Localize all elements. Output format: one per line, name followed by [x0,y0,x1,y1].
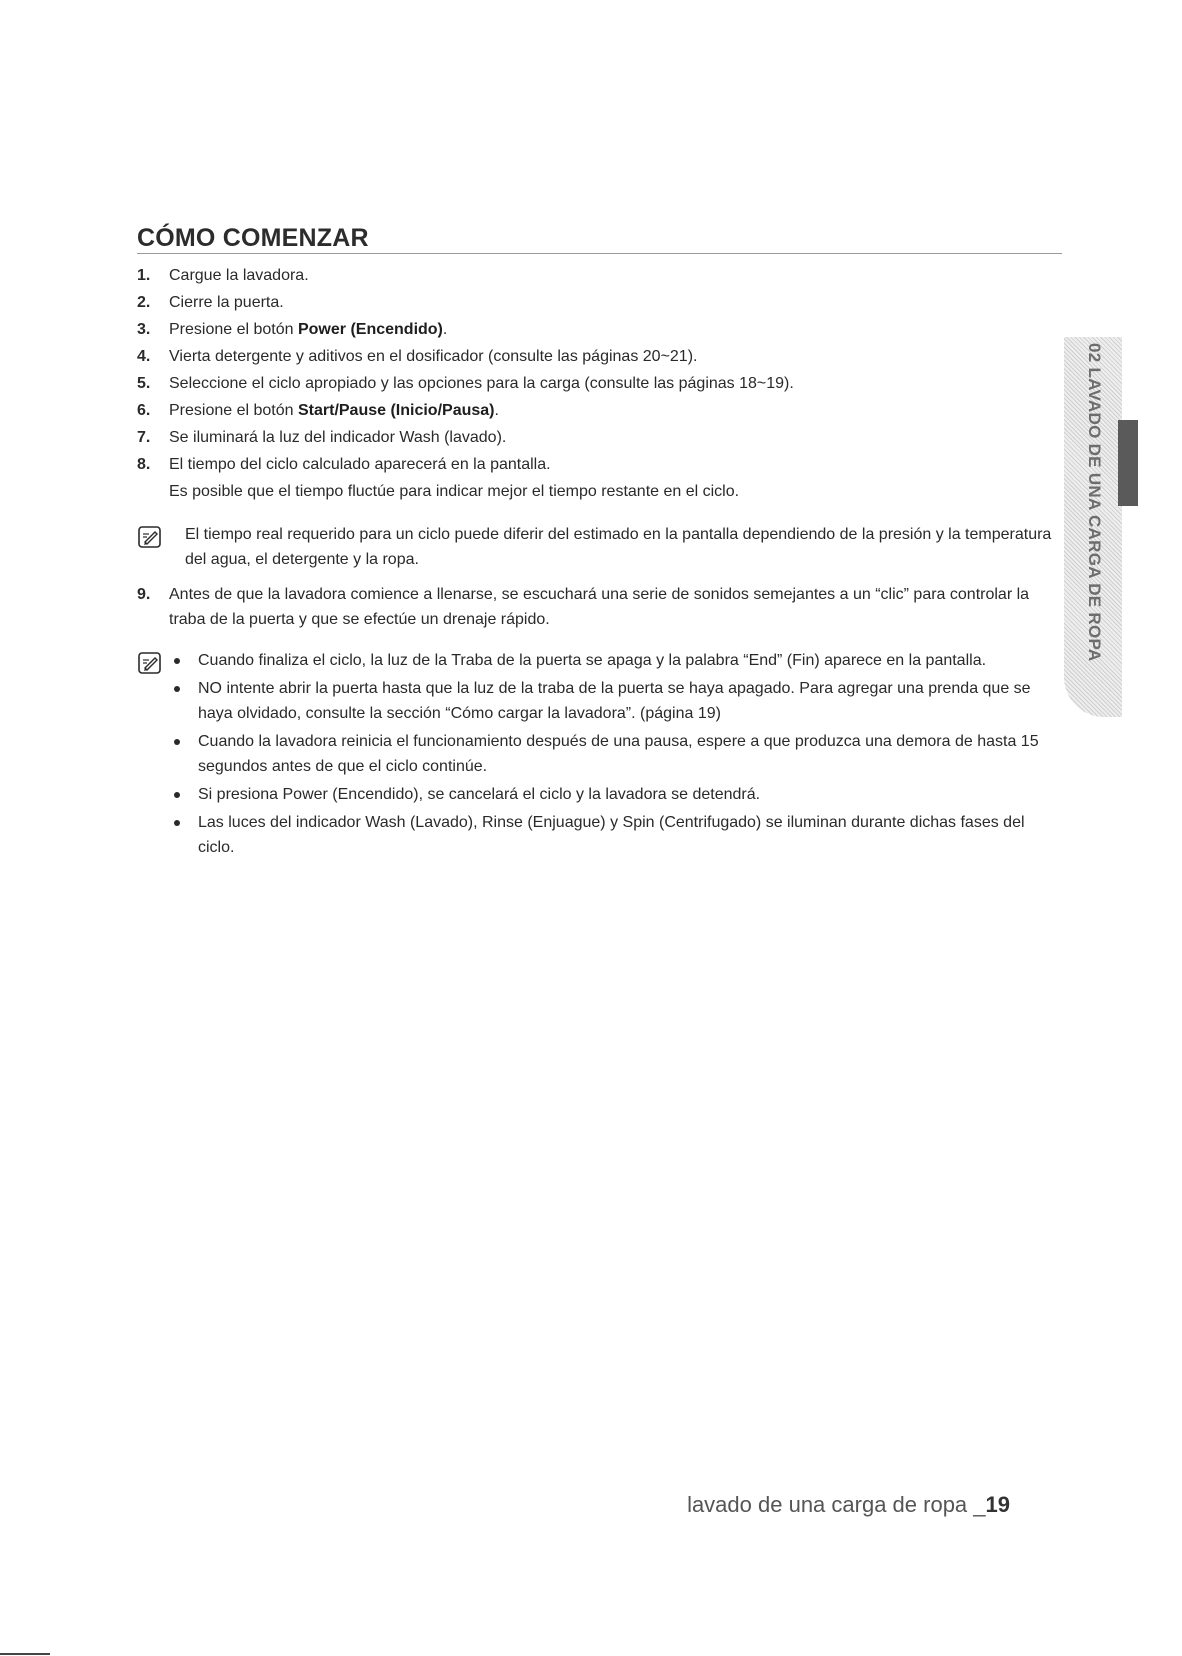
list-item [137,782,1062,807]
step-number: 5. [137,375,151,392]
title-divider [137,253,1062,254]
steps-list [137,262,1067,505]
list-item [137,810,1062,860]
step-text: Antes de que la lavadora comience a llenarse, se escuchará una serie de sonidos semejantes a un “clic” para controlar la traba de la puerta y que se efectúe un drenaje rápido. [169,586,1030,628]
step-9 [137,582,1067,632]
page-footer [687,1492,1010,1518]
step-text: Se iluminará la luz del indicador Wash (lavado). [169,429,507,446]
step-number: 7. [137,429,151,446]
step-7 [137,424,1067,451]
step-number: 8. [137,456,151,473]
step-number: 2. [137,294,151,311]
bullet-icon [174,739,180,745]
step-2 [137,289,1067,316]
list-item [137,729,1062,779]
start-pause-button-label: Start/Pause (Inicio/Pausa) [297,402,495,419]
step-text-end: . [494,402,499,419]
bullet-text: Las luces del indicador Wash (Lavado), Rinse (Enjuague) y Spin (Centrifugado) se iluminan durante dichas fases del ciclo. [198,814,1025,856]
footer-label: lavado de una carga de ropa _ [687,1492,986,1517]
step-number: 3. [137,321,151,338]
step-5 [137,370,1067,397]
note-2 [137,648,1062,863]
step-text: Seleccione el ciclo apropiado y las opciones para la carga (consulte las páginas 18~19). [169,375,794,392]
bullet-icon [174,792,180,798]
list-item [137,648,1062,673]
step-4 [137,343,1067,370]
bullet-text: Si presiona Power (Encendido), se cancelará el ciclo y la lavadora se detendrá. [198,786,761,803]
step-3 [137,316,1067,343]
step-number: 6. [137,402,151,419]
chapter-tab-label: 02 LAVADO DE UNA CARGA DE ROPA [1085,343,1104,662]
step-text: Presione el botón [169,321,298,338]
list-item [137,676,1062,726]
chapter-marker [1118,420,1138,506]
note-text: El tiempo real requerido para un ciclo puede diferir del estimado en la pantalla dependiendo de la presión y la temperatura del agua, el detergente y la ropa. [185,526,1052,568]
note-bullet-list [137,648,1062,860]
bullet-text: NO intente abrir la puerta hasta que la luz de la traba de la puerta se haya apagado. Para agregar una prenda que se haya olvidado, consulte la sección “Cómo cargar la lavadora”. (página 19) [198,680,1031,722]
step-8 [137,451,1067,505]
step-number: 1. [137,267,151,284]
bullet-text: Cuando la lavadora reinicia el funcionamiento después de una pausa, espere a que produzca una demora de hasta 15 segundos antes de que el ciclo continúe. [198,733,1039,775]
step-text: El tiempo del ciclo calculado aparecerá en la pantalla. [169,456,551,473]
note-1 [137,522,1062,572]
note-pencil-icon [137,524,163,550]
step-6 [137,397,1067,424]
step-text-end: . [442,321,448,338]
step-text: Presione el botón [169,402,298,419]
step-number: 9. [137,586,151,603]
step-text: Cargue la lavadora. [169,267,309,284]
step-9-container [137,582,1067,632]
bullet-text: Cuando finaliza el ciclo, la luz de la Traba de la puerta se apaga y la palabra “End” (Fin) aparece en la pantalla. [198,652,987,669]
step-text: Cierre la puerta. [169,294,284,311]
power-button-label: Power (Encendido) [297,321,443,338]
bullet-icon [174,820,180,826]
step-text: Vierta detergente y aditivos en el dosificador (consulte las páginas 20~21). [169,348,698,365]
bullet-icon [174,658,180,664]
bullet-icon [174,686,180,692]
bottom-crop-mark [0,1653,50,1655]
step-subtext: Es posible que el tiempo fluctúe para indicar mejor el tiempo restante en el ciclo. [169,483,740,500]
step-1 [137,262,1067,289]
page-number: 19 [985,1492,1010,1517]
step-number: 4. [137,348,151,365]
section-title: CÓMO COMENZAR [137,224,369,252]
